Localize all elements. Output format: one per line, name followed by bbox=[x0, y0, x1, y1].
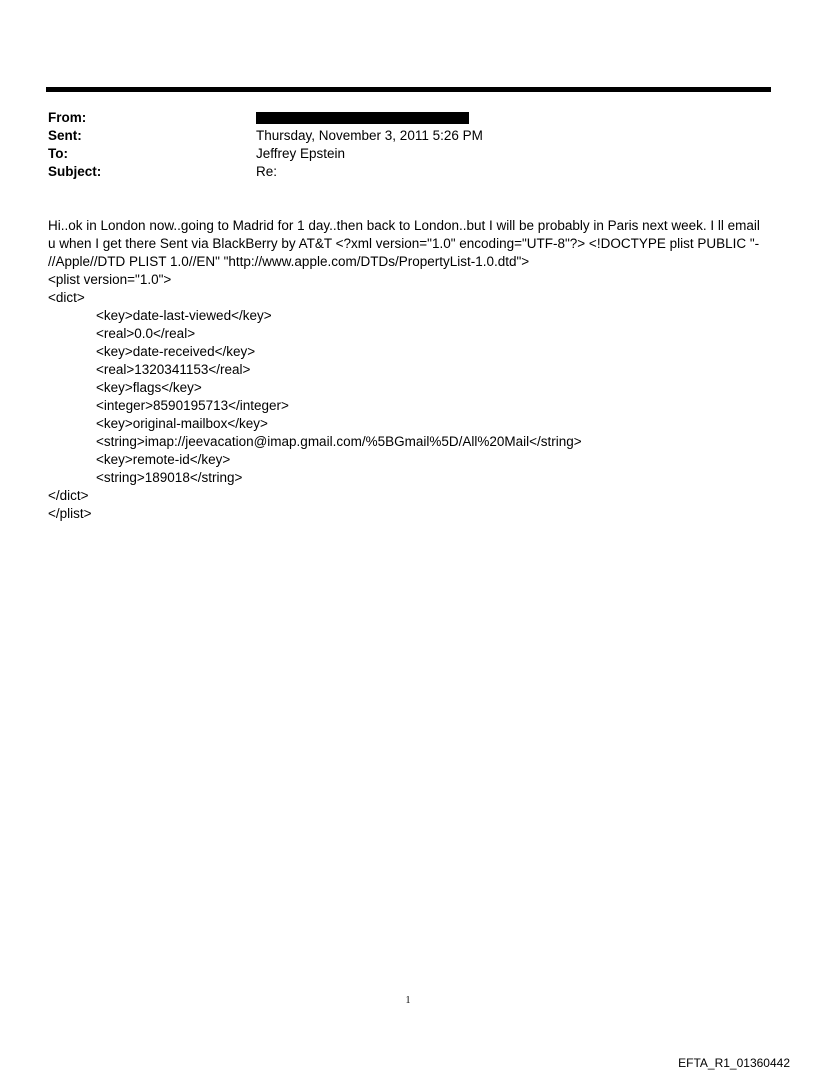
dict-close-line: </dict> bbox=[48, 488, 89, 503]
plist-entry: <integer>8590195713</integer> bbox=[96, 398, 289, 413]
subject-label: Subject: bbox=[48, 164, 102, 179]
subject-row bbox=[48, 163, 768, 181]
to-label: To: bbox=[48, 146, 68, 161]
sent-row bbox=[48, 127, 768, 145]
document-id: EFTA_R1_01360442 bbox=[678, 1056, 790, 1070]
plist-entry: <string>189018</string> bbox=[96, 470, 243, 485]
to-value: Jeffrey Epstein bbox=[256, 146, 346, 161]
header-divider bbox=[46, 87, 771, 92]
body-line: //Apple//DTD PLIST 1.0//EN" "http://www.apple.com/DTDs/PropertyList-1.0.dtd"> bbox=[48, 254, 530, 269]
email-header bbox=[48, 109, 768, 181]
body-line: Hi..ok in London now..going to Madrid for 1 day..then back to London..but I will be probably in Paris next week. I ll email bbox=[48, 218, 760, 233]
from-label: From: bbox=[48, 110, 87, 125]
plist-entry: <key>original-mailbox</key> bbox=[96, 416, 268, 431]
sent-label: Sent: bbox=[48, 128, 82, 143]
plist-entry: <real>0.0</real> bbox=[96, 326, 196, 341]
plist-open-line: <plist version="1.0"> bbox=[48, 272, 172, 287]
page-number: 1 bbox=[405, 995, 411, 1006]
from-row bbox=[48, 109, 768, 127]
body-line: u when I get there Sent via BlackBerry by AT&T <?xml version="1.0" encoding="UTF-8"?> <!DOCTYPE plist PUBLIC "- bbox=[48, 236, 760, 251]
sent-value: Thursday, November 3, 2011 5:26 PM bbox=[256, 128, 483, 143]
dict-open-line: <dict> bbox=[48, 290, 85, 305]
plist-entry: <key>flags</key> bbox=[96, 380, 202, 395]
subject-value: Re: bbox=[256, 164, 278, 179]
from-value bbox=[256, 109, 768, 127]
plist-entry: <key>date-last-viewed</key> bbox=[96, 308, 272, 323]
to-row bbox=[48, 145, 768, 163]
email-body bbox=[48, 217, 773, 523]
plist-entry: <key>remote-id</key> bbox=[96, 452, 231, 467]
plist-entry: <real>1320341153</real> bbox=[96, 362, 251, 377]
redaction-bar bbox=[256, 112, 469, 124]
plist-entry: <key>date-received</key> bbox=[96, 344, 256, 359]
plist-entry: <string>imap://jeevacation@imap.gmail.com/%5BGmail%5D/All%20Mail</string> bbox=[96, 434, 582, 449]
plist-close-line: </plist> bbox=[48, 506, 92, 521]
